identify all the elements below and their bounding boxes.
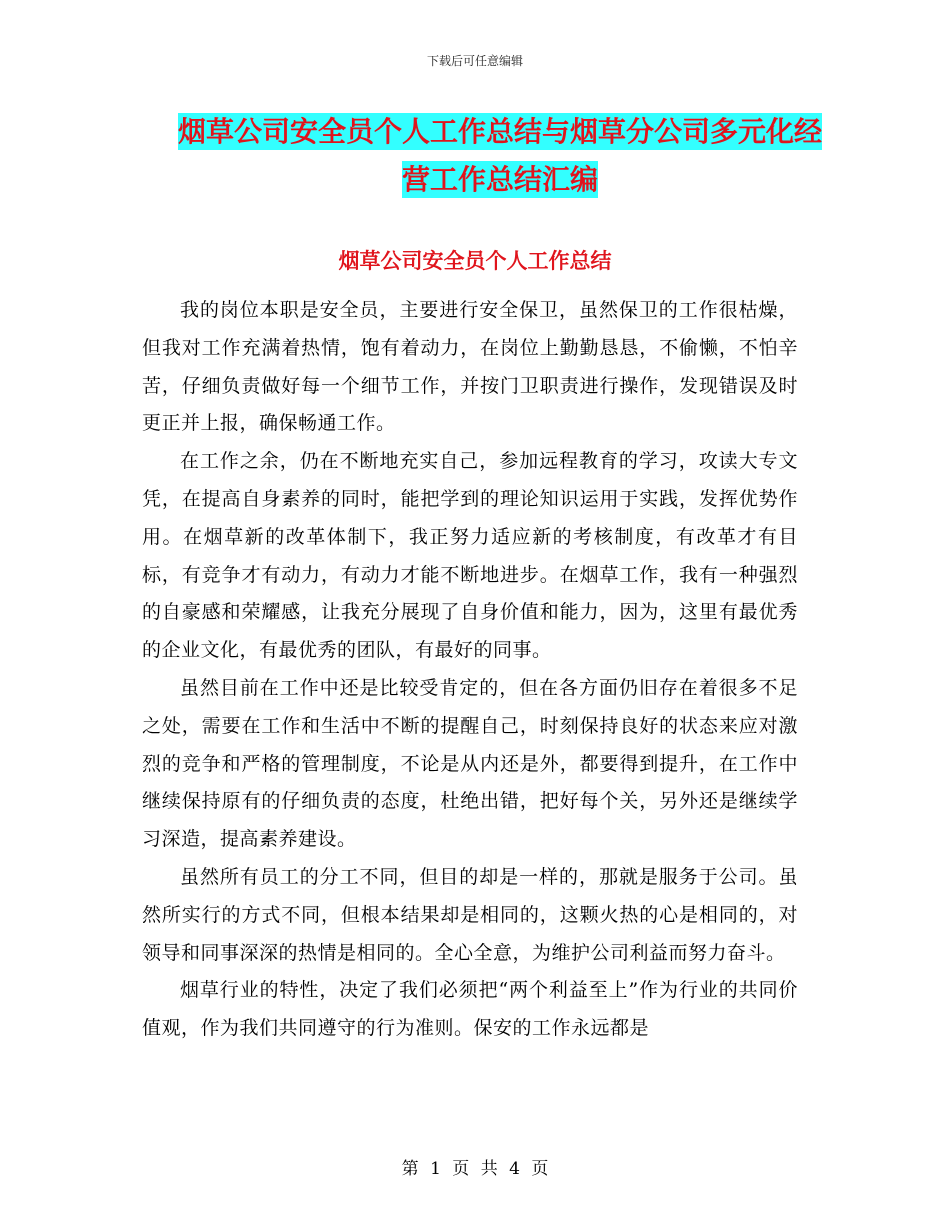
- paragraph: 我的岗位本职是安全员，主要进行安全保卫，虽然保卫的工作很枯燥，但我对工作充满着热情，饱有着动力，在岗位上勤勤恳恳，不偷懒，不怕辛苦，仔细负责做好每一个细节工作，并按门卫职责进行操作，发现错误及时更正并上报，确保畅通工作。: [142, 299, 798, 435]
- page-number: 第 1 页 共 4 页: [401, 1159, 549, 1179]
- section-title: 烟草公司安全员个人工作总结: [338, 249, 612, 273]
- paragraph: 在工作之余，仍在不断地充实自己，参加远程教育的学习，攻读大专文凭，在提高自身素养的同时，能把学到的理论知识运用于实践，发挥优势作用。在烟草新的改革体制下，我正努力适应新的考核制度，有改革才有目标，有竞争才有动力，有动力才能不断地进步。在烟草工作，我有一种强烈的自豪感和荣耀感，让我充分展现了自身价值和能力，因为，这里有最优秀的企业文化，有最优秀的团队，有最好的同事。: [142, 450, 798, 662]
- document-title-line-2: 营工作总结汇编: [401, 163, 598, 196]
- body-text: [142, 292, 798, 1048]
- header-note: 下载后可任意编辑: [426, 54, 523, 68]
- paragraph: 虽然目前在工作中还是比较受肯定的，但在各方面仍旧存在着很多不足之处，需要在工作和生活中不断的提醒自己，时刻保持良好的状态来应对激烈的竞争和严格的管理制度，不论是从内还是外，都要得到提升，在工作中继续保持原有的仔细负责的态度，杜绝出错，把好每个关，另外还是继续学习深造，提高素养建设。: [142, 676, 798, 851]
- document-title: [150, 108, 850, 204]
- document-title-line-1: 烟草公司安全员个人工作总结与烟草分公司多元化经: [177, 115, 822, 148]
- paragraph: 烟草行业的特性，决定了我们必须把“两个利益至上”作为行业的共同价值观，作为我们共同遵守的行为准则。保安的工作永远都是: [142, 979, 798, 1040]
- paragraph: 虽然所有员工的分工不同，但目的却是一样的，那就是服务于公司。虽然所实行的方式不同，但根本结果却是相同的，这颗火热的心是相同的，对领导和同事深深的热情是相同的。全心全意，为维护公司利益而努力奋斗。: [142, 865, 798, 964]
